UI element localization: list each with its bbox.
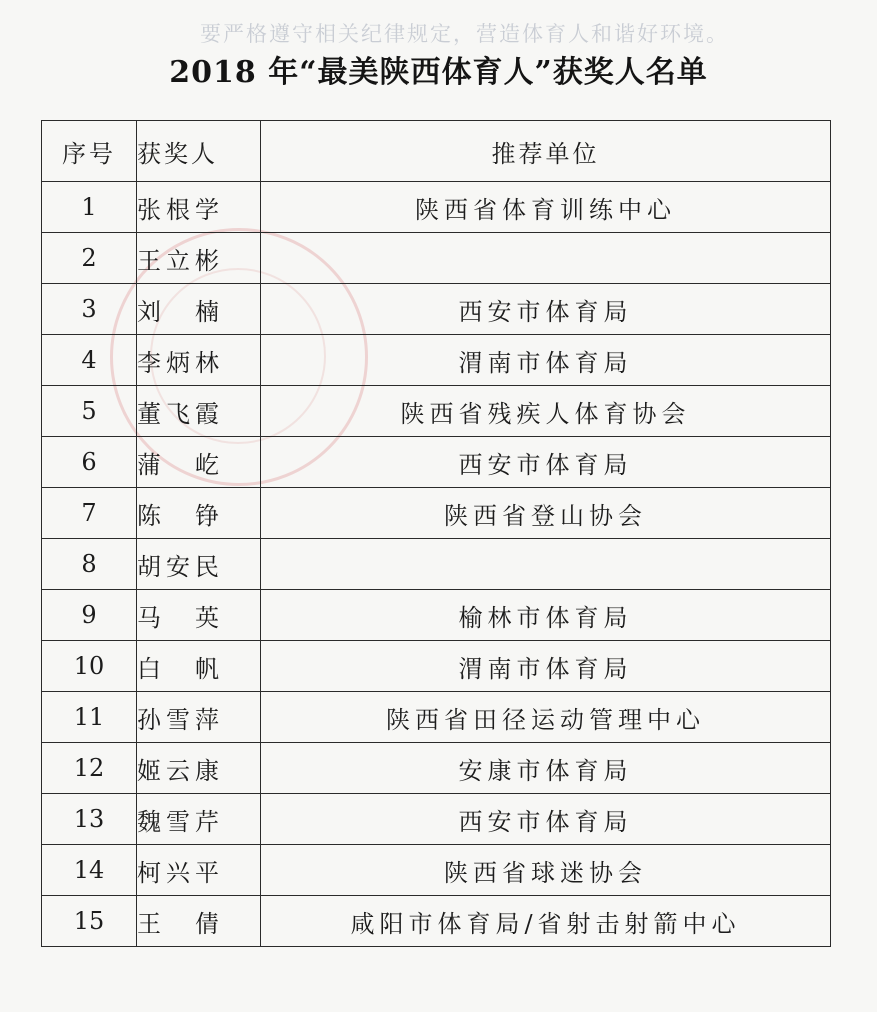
recommending-unit: 西安市体育局 (261, 794, 831, 845)
row-index: 6 (42, 437, 137, 488)
recipient-name: 张根学 (137, 182, 261, 233)
document-title: 2018 年“最美陕西体育人”获奖人名单 (169, 55, 708, 90)
recommending-unit: 陕西省田径运动管理中心 (261, 692, 831, 743)
recommending-unit: 陕西省登山协会 (261, 488, 831, 539)
recipient-name: 柯兴平 (137, 845, 261, 896)
row-index: 7 (42, 488, 137, 539)
table-row (42, 845, 831, 896)
recipient-name: 王 倩 (137, 896, 261, 947)
row-index: 10 (42, 641, 137, 692)
column-header-unit: 推荐单位 (261, 121, 831, 182)
recipient-name: 蒲 屹 (137, 437, 261, 488)
table-row (42, 794, 831, 845)
row-index: 13 (42, 794, 137, 845)
recommending-unit: 西安市体育局 (261, 437, 831, 488)
recommending-unit: 渭南市体育局 (261, 641, 831, 692)
row-index: 12 (42, 743, 137, 794)
recommending-unit: 陕西省残疾人体育协会 (261, 386, 831, 437)
column-header-index: 序号 (42, 121, 137, 182)
recommending-unit: 陕西省球迷协会 (261, 845, 831, 896)
recipient-name: 孙雪萍 (137, 692, 261, 743)
recipient-name: 魏雪芹 (137, 794, 261, 845)
table-row (42, 692, 831, 743)
recipient-name: 胡安民 (137, 539, 261, 590)
row-index: 1 (42, 182, 137, 233)
table-row (42, 437, 831, 488)
table-row (42, 590, 831, 641)
table-row (42, 335, 831, 386)
row-index: 11 (42, 692, 137, 743)
table-row (42, 386, 831, 437)
table-row (42, 743, 831, 794)
recommending-unit (261, 539, 831, 590)
bleed-through-text: 要严格遵守相关纪律规定，营造体育人和谐好环境。 (200, 22, 729, 46)
recipient-name: 白 帆 (137, 641, 261, 692)
row-index: 15 (42, 896, 137, 947)
recipient-name: 姬云康 (137, 743, 261, 794)
table-row (42, 284, 831, 335)
recommending-unit: 渭南市体育局 (261, 335, 831, 386)
recommending-unit (261, 233, 831, 284)
table-row (42, 233, 831, 284)
recommending-unit: 西安市体育局 (261, 284, 831, 335)
column-header-name: 获奖人 (137, 121, 261, 182)
table-row (42, 896, 831, 947)
row-index: 3 (42, 284, 137, 335)
row-index: 2 (42, 233, 137, 284)
recommending-unit: 榆林市体育局 (261, 590, 831, 641)
recipient-name: 刘 楠 (137, 284, 261, 335)
table-row (42, 539, 831, 590)
award-recipients-table (41, 120, 831, 947)
recommending-unit: 咸阳市体育局/省射击射箭中心 (261, 896, 831, 947)
table-row (42, 182, 831, 233)
row-index: 9 (42, 590, 137, 641)
row-index: 14 (42, 845, 137, 896)
recipient-name: 马 英 (137, 590, 261, 641)
recommending-unit: 安康市体育局 (261, 743, 831, 794)
row-index: 8 (42, 539, 137, 590)
recipient-name: 董飞霞 (137, 386, 261, 437)
row-index: 4 (42, 335, 137, 386)
recipient-name: 李炳林 (137, 335, 261, 386)
table-row (42, 488, 831, 539)
recipient-name: 陈 铮 (137, 488, 261, 539)
recommending-unit: 陕西省体育训练中心 (261, 182, 831, 233)
recipient-name: 王立彬 (137, 233, 261, 284)
table-header-row (42, 121, 831, 182)
table-row (42, 641, 831, 692)
row-index: 5 (42, 386, 137, 437)
